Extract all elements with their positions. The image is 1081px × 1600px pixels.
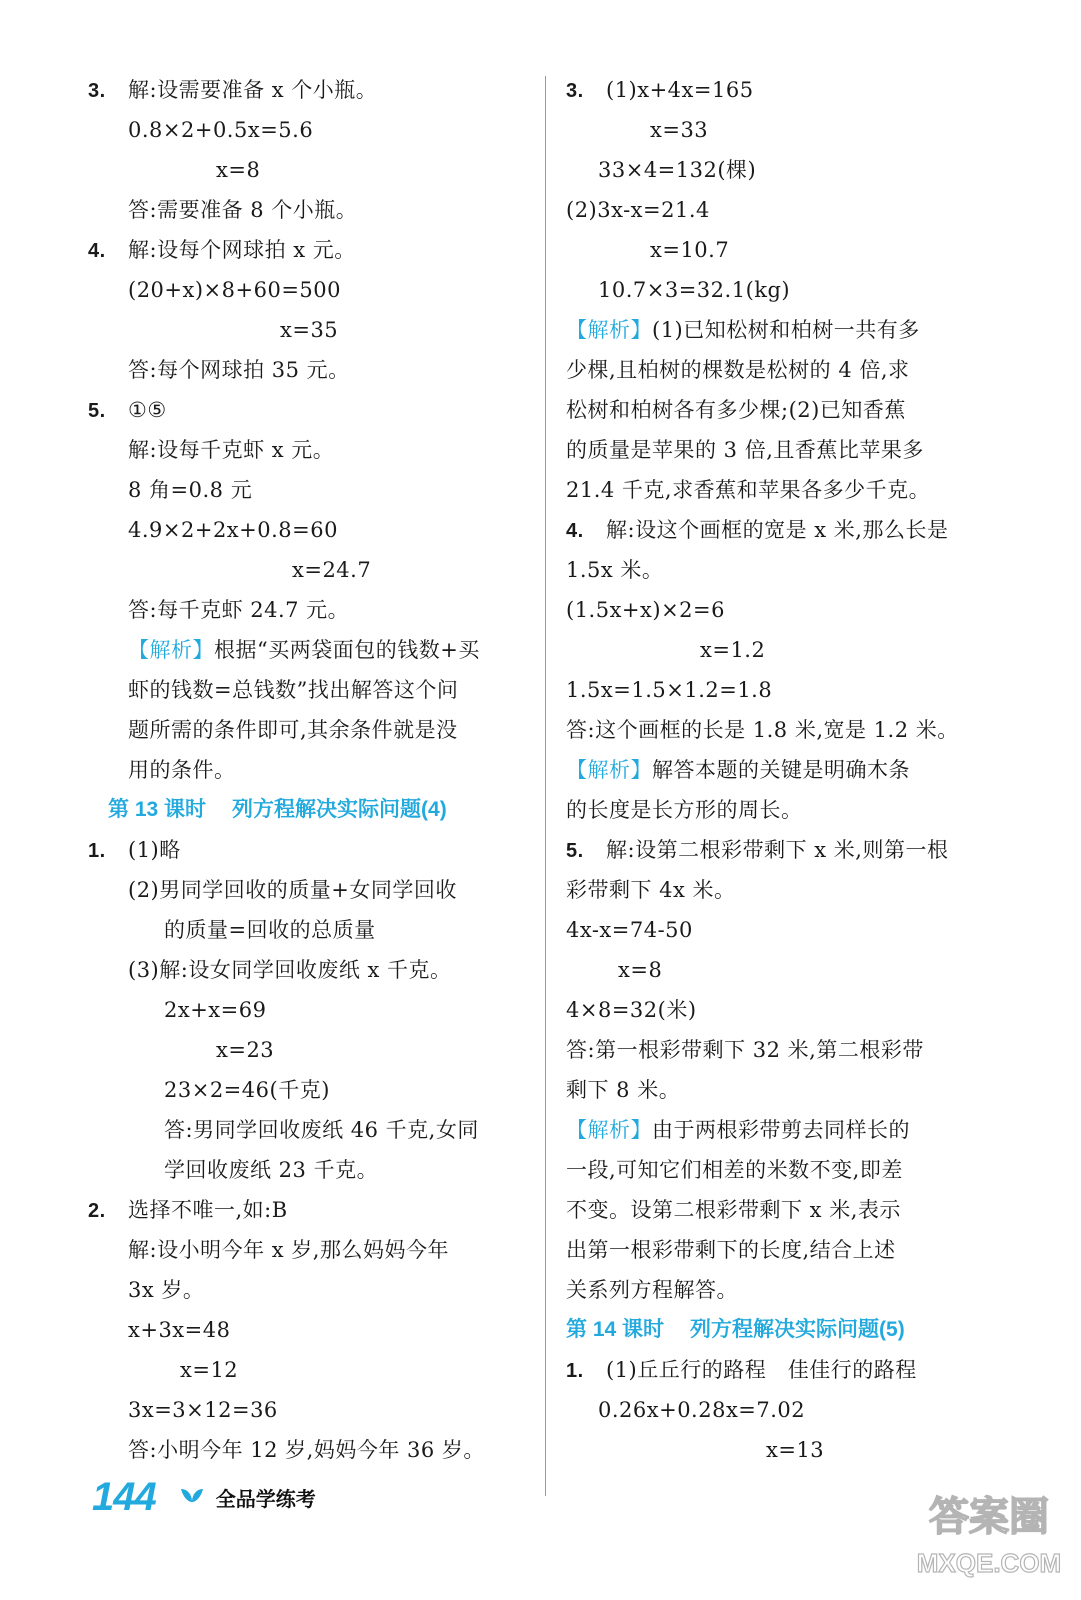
answer-line	[88, 1350, 528, 1390]
line-text: 3x=3×12=36	[128, 1398, 278, 1422]
answer-line	[88, 1070, 528, 1110]
line-text: 解答本题的关键是明确木条	[652, 758, 910, 782]
question-number: 1.	[566, 1360, 584, 1382]
line-text: 解:设小明今年 x 岁,那么妈妈今年	[128, 1238, 449, 1262]
page-number: 144	[92, 1474, 156, 1519]
answer-line	[566, 630, 1036, 670]
line-text: (3)解:设女同学回收废纸 x 千克。	[128, 958, 452, 982]
line-text: 学回收废纸 23 千克。	[164, 1158, 379, 1182]
answer-line	[566, 110, 1036, 150]
watermark-logo	[909, 1478, 1069, 1588]
line-text: 不变。设第二根彩带剩下 x 米,表示	[566, 1198, 901, 1222]
line-text: 解:设每个网球拍 x 元。	[128, 238, 356, 262]
question-line	[88, 70, 528, 110]
line-text: 10.7×3=32.1(kg)	[598, 278, 791, 302]
answer-line	[88, 550, 528, 590]
line-text: 的质量是苹果的 3 倍,且香蕉比苹果多	[566, 438, 924, 462]
answer-line	[566, 190, 1036, 230]
line-text: 关系列方程解答。	[566, 1278, 738, 1302]
line-text: 选择不唯一,如:B	[128, 1198, 288, 1222]
line-text: x=1.2	[700, 638, 766, 662]
line-text: 答:每个网球拍 35 元。	[128, 358, 350, 382]
answer-line	[566, 1230, 1036, 1270]
line-text: 21.4 千克,求香蕉和苹果各多少千克。	[566, 478, 931, 502]
analysis-line	[566, 750, 1036, 790]
line-text: 出第一根彩带剩下的长度,结合上述	[566, 1238, 896, 1262]
line-text: (1)略	[128, 838, 181, 862]
line-text: 4.9×2+2x+0.8=60	[128, 518, 338, 542]
line-text: 0.8×2+0.5x=5.6	[128, 118, 314, 142]
answer-line	[566, 430, 1036, 470]
line-text: (2)男同学回收的质量+女同学回收	[128, 878, 457, 902]
line-text: 剩下 8 米。	[566, 1078, 681, 1102]
line-text: (1)已知松树和柏树一共有多	[652, 318, 920, 342]
analysis-line	[88, 630, 528, 670]
answer-line	[566, 590, 1036, 630]
column-divider	[545, 76, 546, 1496]
answer-line	[88, 870, 528, 910]
answer-line	[566, 1430, 1036, 1470]
answer-line	[566, 350, 1036, 390]
line-text: 答:男同学回收废纸 46 千克,女同	[164, 1118, 479, 1142]
answer-line	[566, 790, 1036, 830]
line-text: 解:设每千克虾 x 元。	[128, 438, 335, 462]
answer-line	[88, 670, 528, 710]
answer-line	[88, 1310, 528, 1350]
line-text: 解:设这个画框的宽是 x 米,那么长是	[606, 518, 949, 542]
answer-line	[88, 110, 528, 150]
section-heading	[566, 1310, 1036, 1350]
answer-line	[88, 1110, 528, 1150]
line-text: 4x-x=74-50	[566, 918, 693, 942]
answer-line	[566, 910, 1036, 950]
leaf-logo-icon	[178, 1483, 206, 1511]
question-number: 3.	[566, 80, 584, 102]
line-text: (2)3x-x=21.4	[566, 198, 710, 222]
question-line	[566, 510, 1036, 550]
line-text: x+3x=48	[128, 1318, 231, 1342]
line-text: 33×4=132(棵)	[598, 158, 757, 182]
analysis-tag: 【解析】	[566, 758, 652, 782]
line-text: ①⑤	[128, 398, 167, 422]
line-text: 解:设需要准备 x 个小瓶。	[128, 78, 378, 102]
answer-line	[566, 1030, 1036, 1070]
line-text: 4×8=32(米)	[566, 998, 697, 1022]
answer-line	[566, 470, 1036, 510]
question-number: 5.	[566, 840, 584, 862]
answer-line	[88, 710, 528, 750]
analysis-tag: 【解析】	[566, 1118, 652, 1142]
answer-line	[566, 230, 1036, 270]
answer-line	[88, 350, 528, 390]
answer-line	[88, 310, 528, 350]
line-text: 松树和柏树各有多少棵;(2)已知香蕉	[566, 398, 906, 422]
answer-line	[88, 150, 528, 190]
question-line	[88, 390, 528, 430]
line-text: x=24.7	[292, 558, 372, 582]
line-text: 解:设第二根彩带剩下 x 米,则第一根	[606, 838, 949, 862]
analysis-tag: 【解析】	[566, 318, 652, 342]
brand-name: 全品学练考	[215, 1488, 316, 1511]
answer-line	[88, 590, 528, 630]
answer-line	[566, 710, 1036, 750]
answer-line	[88, 510, 528, 550]
answer-line	[566, 150, 1036, 190]
answer-line	[566, 1190, 1036, 1230]
answer-line	[566, 950, 1036, 990]
answer-line	[566, 670, 1036, 710]
question-line	[566, 70, 1036, 110]
answer-line	[88, 1150, 528, 1190]
svg-text:MXQE.COM: MXQE.COM	[916, 1548, 1062, 1578]
line-text: x=8	[216, 158, 261, 182]
answer-line	[566, 1270, 1036, 1310]
analysis-tag: 【解析】	[128, 638, 214, 662]
question-line	[566, 1350, 1036, 1390]
answer-line	[88, 270, 528, 310]
line-text: 答:这个画框的长是 1.8 米,宽是 1.2 米。	[566, 718, 959, 742]
line-text: x=10.7	[650, 238, 730, 262]
question-number: 1.	[88, 840, 106, 862]
answer-line	[88, 950, 528, 990]
answer-line	[566, 990, 1036, 1030]
question-line	[566, 830, 1036, 870]
answer-line	[88, 1430, 528, 1470]
line-text: (20+x)×8+60=500	[128, 278, 341, 302]
line-text: 的长度是长方形的周长。	[566, 798, 803, 822]
answer-line	[566, 1150, 1036, 1190]
lesson-number: 第 14 课时	[566, 1318, 665, 1341]
line-text: x=13	[766, 1438, 825, 1462]
line-text: 0.26x+0.28x=7.02	[598, 1398, 806, 1422]
analysis-line	[566, 1110, 1036, 1150]
answer-line	[88, 910, 528, 950]
question-line	[88, 830, 528, 870]
line-text: 用的条件。	[128, 758, 236, 782]
question-line	[88, 230, 528, 270]
answer-line	[88, 990, 528, 1030]
lesson-number: 第 13 课时	[108, 798, 207, 821]
answer-line	[566, 550, 1036, 590]
line-text: (1)x+4x=165	[606, 78, 754, 102]
line-text: 1.5x=1.5×1.2=1.8	[566, 678, 773, 702]
line-text: 由于两根彩带剪去同样长的	[652, 1118, 910, 1142]
line-text: 一段,可知它们相差的米数不变,即差	[566, 1158, 903, 1182]
line-text: 3x 岁。	[128, 1278, 205, 1302]
line-text: x=23	[216, 1038, 275, 1062]
page-footer	[92, 1472, 316, 1522]
answer-line	[566, 1070, 1036, 1110]
right-column	[566, 70, 1036, 1470]
line-text: 23×2=46(千克)	[164, 1078, 330, 1102]
line-text: 答:小明今年 12 岁,妈妈今年 36 岁。	[128, 1438, 485, 1462]
question-number: 4.	[566, 520, 584, 542]
line-text: 答:第一根彩带剩下 32 米,第二根彩带	[566, 1038, 924, 1062]
line-text: 1.5x 米。	[566, 558, 664, 582]
line-text: 彩带剩下 4x 米。	[566, 878, 736, 902]
question-number: 5.	[88, 400, 106, 422]
answer-line	[88, 1230, 528, 1270]
answer-line	[88, 1030, 528, 1070]
lesson-title: 列方程解决实际问题(5)	[690, 1318, 905, 1341]
question-number: 3.	[88, 80, 106, 102]
section-heading	[88, 790, 528, 830]
line-text: 2x+x=69	[164, 998, 267, 1022]
answer-line	[566, 390, 1036, 430]
question-number: 4.	[88, 240, 106, 262]
lesson-title: 列方程解决实际问题(4)	[232, 798, 447, 821]
line-text: 答:每千克虾 24.7 元。	[128, 598, 350, 622]
line-text: x=33	[650, 118, 709, 142]
line-text: x=8	[618, 958, 663, 982]
line-text: 根据“买两袋面包的钱数+买	[214, 638, 480, 662]
line-text: (1)丘丘行的路程 佳佳行的路程	[606, 1358, 917, 1382]
line-text: 的质量=回收的总质量	[164, 918, 376, 942]
answer-line	[88, 1390, 528, 1430]
answer-line	[566, 1390, 1036, 1430]
question-number: 2.	[88, 1200, 106, 1222]
line-text: 8 角=0.8 元	[128, 478, 253, 502]
question-line	[88, 1190, 528, 1230]
line-text: x=12	[180, 1358, 239, 1382]
line-text: (1.5x+x)×2=6	[566, 598, 725, 622]
answer-line	[566, 870, 1036, 910]
answer-line	[88, 430, 528, 470]
answer-line	[88, 470, 528, 510]
answer-line	[88, 1270, 528, 1310]
answer-line	[88, 190, 528, 230]
analysis-line	[566, 310, 1036, 350]
svg-text:答案圈: 答案圈	[929, 1494, 1049, 1540]
line-text: x=35	[280, 318, 339, 342]
line-text: 虾的钱数=总钱数”找出解答这个问	[128, 678, 459, 702]
line-text: 题所需的条件即可,其余条件就是没	[128, 718, 458, 742]
line-text: 少棵,且柏树的棵数是松树的 4 倍,求	[566, 358, 910, 382]
answer-line	[566, 270, 1036, 310]
answer-line	[88, 750, 528, 790]
left-column	[88, 70, 528, 1470]
line-text: 答:需要准备 8 个小瓶。	[128, 198, 358, 222]
